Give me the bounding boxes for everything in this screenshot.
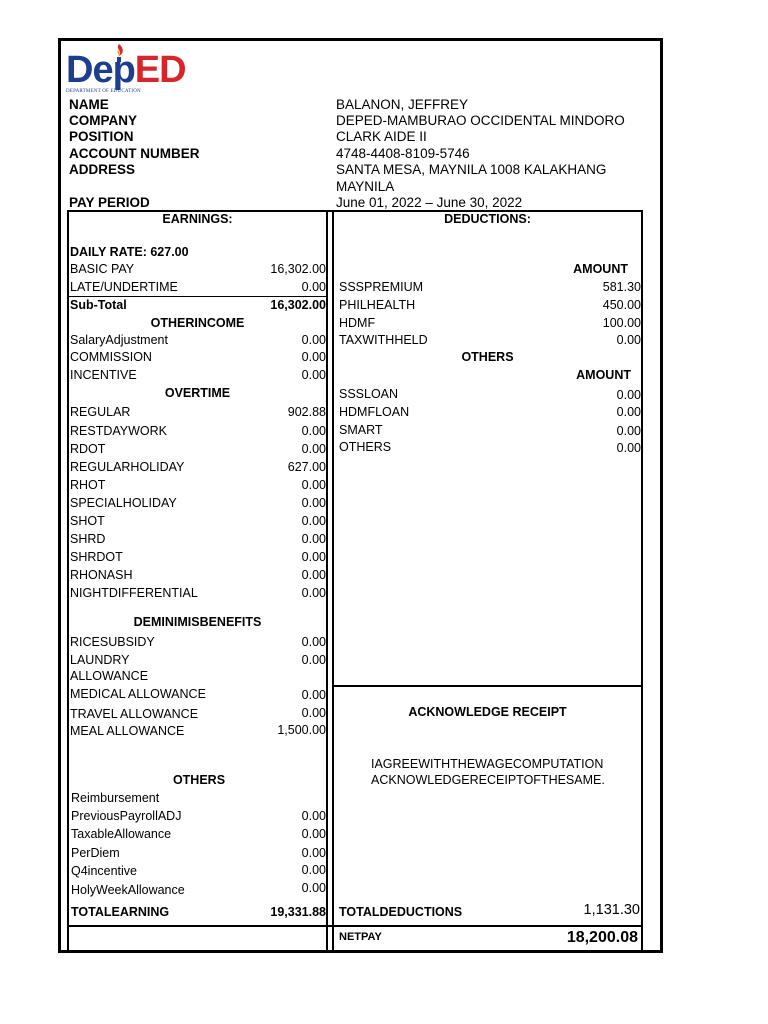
medical-allowance-value: 0.00: [301, 688, 326, 702]
subtotal-label: Sub-Total: [70, 298, 127, 312]
acknowledge-header: ACKNOWLEDGE RECEIPT: [408, 705, 567, 719]
position-label: POSITION: [69, 129, 134, 144]
deduction-value: 450.00: [602, 298, 641, 312]
acknowledge-line-1: IAGREEWITHTHEWAGECOMPUTATION: [371, 757, 604, 771]
overtime-label: REGULARHOLIDAY: [70, 460, 185, 474]
name-value: BALANON, JEFFREY: [336, 97, 469, 112]
rice-subsidy-label: RICESUBSIDY: [70, 635, 155, 649]
deduction-value: 100.00: [602, 316, 641, 330]
deduction-label: TAXWITHHELD: [339, 333, 428, 347]
overtime-value: 0.00: [301, 496, 326, 510]
pay-period-label: PAY PERIOD: [69, 195, 150, 210]
deduction-value: 581.30: [602, 280, 641, 294]
earnings-others-value: 0.00: [301, 827, 326, 841]
overtime-value: 0.00: [301, 568, 326, 582]
deduction-other-label: OTHERS: [339, 440, 392, 454]
deductions-others-header: OTHERS: [461, 350, 514, 364]
earnings-others-header: OTHERS: [172, 773, 226, 787]
laundry-value: 0.00: [301, 653, 326, 667]
acknowledge-line-2: ACKNOWLEDGERECEIPTOFTHESAME.: [371, 773, 605, 787]
deductions-amount-header: AMOUNT: [573, 262, 628, 276]
frame-bottom: [58, 950, 663, 953]
overtime-value: 0.00: [301, 532, 326, 546]
earnings-others-label: Q4incentive: [71, 864, 138, 878]
earnings-others-label: PerDiem: [71, 846, 120, 860]
deduction-other-value: 0.00: [616, 424, 641, 438]
meal-allowance-value: 1,500.00: [277, 723, 326, 737]
deduction-other-label: SSSLOAN: [339, 387, 399, 401]
deduction-other-value: 0.00: [616, 441, 641, 455]
overtime-value: 0.00: [301, 550, 326, 564]
deductions-others-amount-header: AMOUNT: [576, 368, 631, 382]
overtime-header: OVERTIME: [164, 386, 231, 400]
subtotal-line: [69, 296, 326, 297]
earnings-header: EARNINGS:: [162, 212, 233, 226]
travel-allowance-label: TRAVEL ALLOWANCE: [70, 707, 199, 721]
other-income-label: COMMISSION: [70, 350, 152, 364]
medical-allowance-label: MEDICAL ALLOWANCE: [70, 687, 206, 701]
deped-logo: [66, 44, 186, 98]
late-label: LATE/UNDERTIME: [70, 280, 178, 294]
frame-right: [660, 38, 663, 953]
overtime-label: SPECIALHOLIDAY: [70, 496, 177, 510]
total-deductions-label: TOTALDEDUCTIONS: [339, 905, 463, 919]
total-earning-value: 19,331.88: [270, 905, 326, 919]
other-income-header: OTHERINCOME: [150, 316, 245, 330]
address-label: ADDRESS: [69, 162, 136, 177]
total-earning-label: TOTALEARNING: [71, 905, 170, 919]
overtime-label: RHOT: [70, 478, 106, 492]
deductions-header: DEDUCTIONS:: [444, 212, 531, 226]
earnings-others-value: 0.00: [301, 881, 326, 895]
ack-divider-line: [334, 685, 641, 687]
company-value: DEPED-MAMBURAO OCCIDENTAL MINDORO: [336, 113, 625, 128]
other-income-value: 0.00: [301, 368, 326, 382]
basic-pay-label: BASIC PAY: [70, 262, 135, 276]
overtime-value: 0.00: [301, 514, 326, 528]
overtime-label: RESTDAYWORK: [70, 424, 167, 438]
overtime-label: SHRDOT: [70, 550, 123, 564]
earnings-others-value: 0.00: [301, 846, 326, 860]
deduction-label: HDMF: [339, 316, 376, 330]
deduction-label: SSSPREMIUM: [339, 280, 424, 294]
col-line-3: [332, 210, 334, 953]
overtime-value: 902.88: [287, 405, 326, 419]
pay-period-value: June 01, 2022 – June 30, 2022: [336, 195, 523, 210]
deduction-other-value: 0.00: [616, 405, 641, 419]
overtime-value: 0.00: [301, 586, 326, 600]
travel-allowance-value: 0.00: [301, 706, 326, 720]
other-income-value: 0.00: [301, 333, 326, 347]
logo-wordmark: DepED: [66, 49, 186, 91]
overtime-value: 0.00: [301, 442, 326, 456]
deduction-other-value: 0.00: [616, 388, 641, 402]
overtime-label: SHRD: [70, 532, 106, 546]
deduction-other-label: HDMFLOAN: [339, 405, 410, 419]
earnings-others-label: HolyWeekAllowance: [71, 883, 185, 897]
overtime-value: 0.00: [301, 424, 326, 438]
deminimis-header: DEMINIMISBENEFITS: [133, 615, 262, 629]
late-value: 0.00: [301, 280, 326, 294]
position-value: CLARK AIDE II: [336, 129, 427, 144]
company-label: COMPANY: [69, 113, 138, 128]
deduction-other-label: SMART: [339, 423, 383, 437]
overtime-label: NIGHTDIFFERENTIAL: [70, 586, 198, 600]
netpay-label: NETPAY: [339, 931, 382, 943]
rice-subsidy-value: 0.00: [301, 635, 326, 649]
earnings-others-value: 0.00: [301, 809, 326, 823]
other-income-value: 0.00: [301, 350, 326, 364]
overtime-value: 627.00: [287, 460, 326, 474]
totals-line: [69, 925, 641, 927]
earnings-others-label: PreviousPayrollADJ: [71, 809, 182, 823]
address-value-line-2: MAYNILA: [336, 179, 395, 194]
name-label: NAME: [69, 97, 109, 112]
deduction-value: 0.00: [616, 333, 641, 347]
subtotal-value: 16,302.00: [270, 298, 326, 312]
other-income-label: INCENTIVE: [70, 368, 137, 382]
laundry-label-line-1: LAUNDRY: [70, 653, 130, 667]
meal-allowance-label: MEAL ALLOWANCE: [70, 724, 185, 738]
col-line-2: [326, 210, 328, 953]
logo-subtitle: DEPARTMENT OF EDUCATION: [66, 89, 141, 94]
overtime-value: 0.00: [301, 478, 326, 492]
total-deductions-value: 1,131.30: [583, 902, 640, 918]
laundry-label-line-2: ALLOWANCE: [70, 669, 149, 683]
frame-top: [58, 38, 663, 41]
basic-pay-value: 16,302.00: [270, 262, 326, 276]
overtime-label: SHOT: [70, 514, 105, 528]
reimbursement-label: Reimbursement: [71, 791, 160, 805]
other-income-label: SalaryAdjustment: [70, 333, 168, 347]
earnings-others-value: 0.00: [301, 863, 326, 877]
col-line-4: [641, 210, 643, 953]
address-value-line-1: SANTA MESA, MAYNILA 1008 KALAKHANG: [336, 162, 607, 177]
frame-left: [58, 38, 61, 953]
deduction-label: PHILHEALTH: [339, 298, 416, 312]
earnings-others-label: TaxableAllowance: [71, 827, 172, 841]
account-value: 4748-4408-8109-5746: [336, 146, 470, 161]
netpay-value: 18,200.08: [566, 929, 638, 946]
overtime-label: REGULAR: [70, 405, 131, 419]
daily-rate: DAILY RATE: 627.00: [70, 245, 189, 259]
account-label: ACCOUNT NUMBER: [69, 146, 200, 161]
overtime-label: RHONASH: [70, 568, 133, 582]
overtime-label: RDOT: [70, 442, 106, 456]
